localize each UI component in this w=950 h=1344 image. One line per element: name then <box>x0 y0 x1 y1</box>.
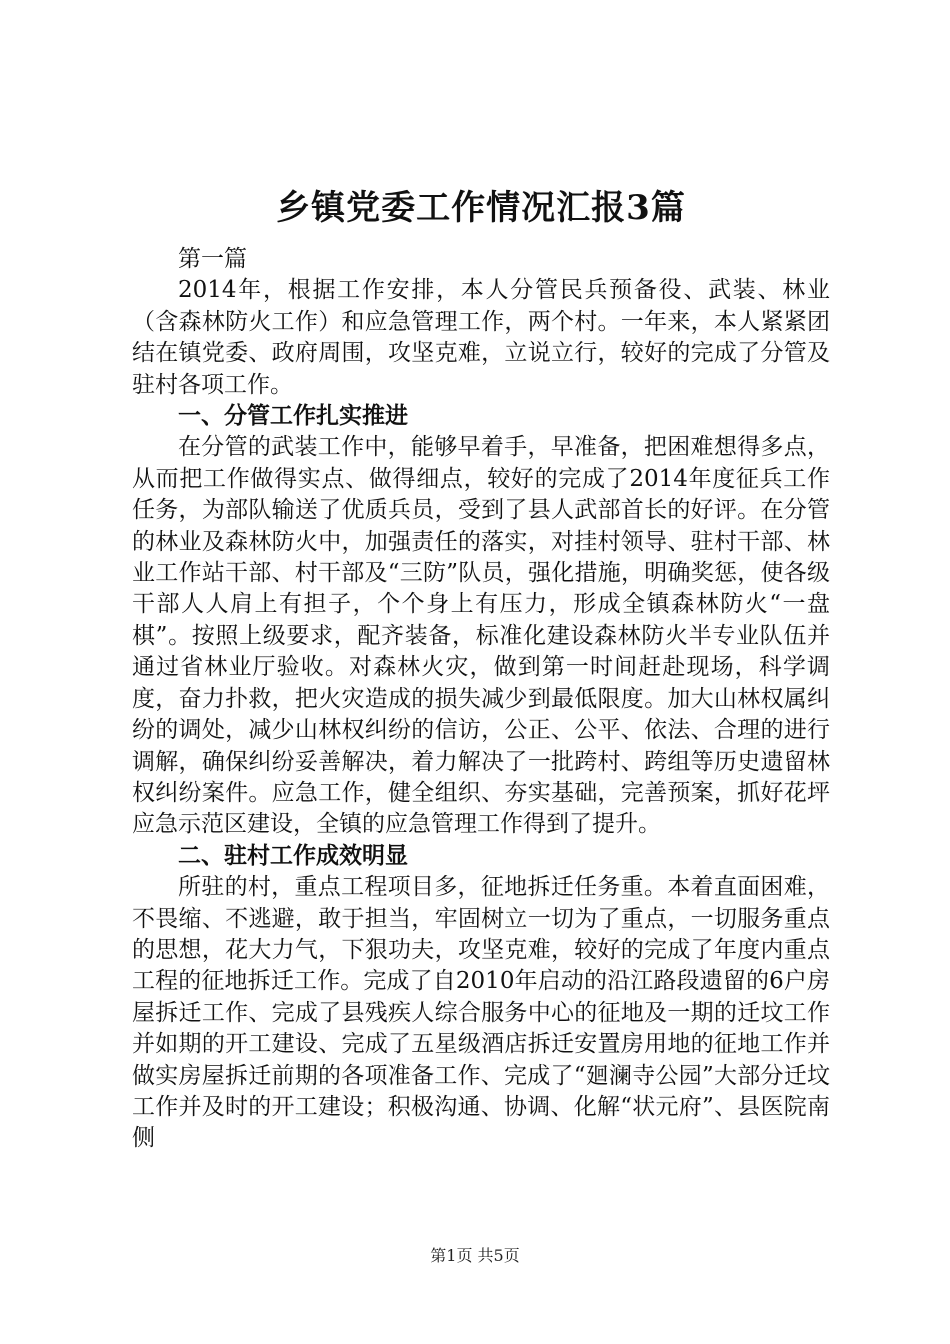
section-2-paragraph: 所驻的村，重点工程项目多，征地拆迁任务重。本着直面困难，不畏缩、不逃避，敢于担当，牢固树立一切为了重点，一切服务重点的思想，花大力气，下狠功夫，攻坚克难，较好的完成了年度内重点工程的征地拆迁工作。完成了自2010年启动的沿江路段遗留的6户房屋拆迁工作、完成了县残疾人综合服务中心的征地及一期的迁坟工作并如期的开工建设、完成了五星级酒店拆迁安置房用地的征地工作并做实房屋拆迁前期的各项准备工作、完成了“廻澜寺公园”大部分迁坟工作并及时的开工建设；积极沟通、协调、化解“状元府”、县医院南侧 <box>132 874 830 1152</box>
page-footer: 第1页 共5页 <box>430 1246 520 1265</box>
section-label: 第一篇 <box>178 246 247 272</box>
section-heading-2: 二、驻村工作成效明显 <box>178 842 408 869</box>
document-title: 乡镇党委工作情况汇报3篇 <box>276 188 686 228</box>
document-page <box>132 180 830 1155</box>
intro-paragraph: 2014年，根据工作安排，本人分管民兵预备役、武装、林业（含森林防火工作）和应急管理工作，两个村。一年来，本人紧紧团结在镇党委、政府周围，攻坚克难，立说立行，较好的完成了分管及驻村各项工作。 <box>132 277 830 398</box>
section-heading-1: 一、分管工作扎实推进 <box>178 403 408 430</box>
section-1-paragraph: 在分管的武装工作中，能够早着手，早准备，把困难想得多点，从而把工作做得实点、做得细点，较好的完成了2014年度征兵工作任务，为部队输送了优质兵员，受到了县人武部首长的好评。在分管的林业及森林防火中，加强责任的落实，对挂村领导、驻村干部、林业工作站干部、村干部及“三防”队员，强化措施，明确奖惩，使各级干部人人肩上有担子，个个身上有压力，形成全镇森林防火“一盘棋”。按照上级要求，配齐装备，标准化建设森林防火半专业队伍并通过省林业厅验收。对森林火灾，做到第一时间赶赴现场，科学调度，奋力扑救，把火灾造成的损失减少到最低限度。加大山林权属纠纷的调处，减少山林权纠纷的信访，公正、公平、依法、合理的进行调解，确保纠纷妥善解决，着力解决了一批跨村、跨组等历史遗留林权纠纷案件。应急工作，健全组织、夯实基础，完善预案，抓好花坪应急示范区建设，全镇的应急管理工作得到了提升。 <box>132 434 830 838</box>
